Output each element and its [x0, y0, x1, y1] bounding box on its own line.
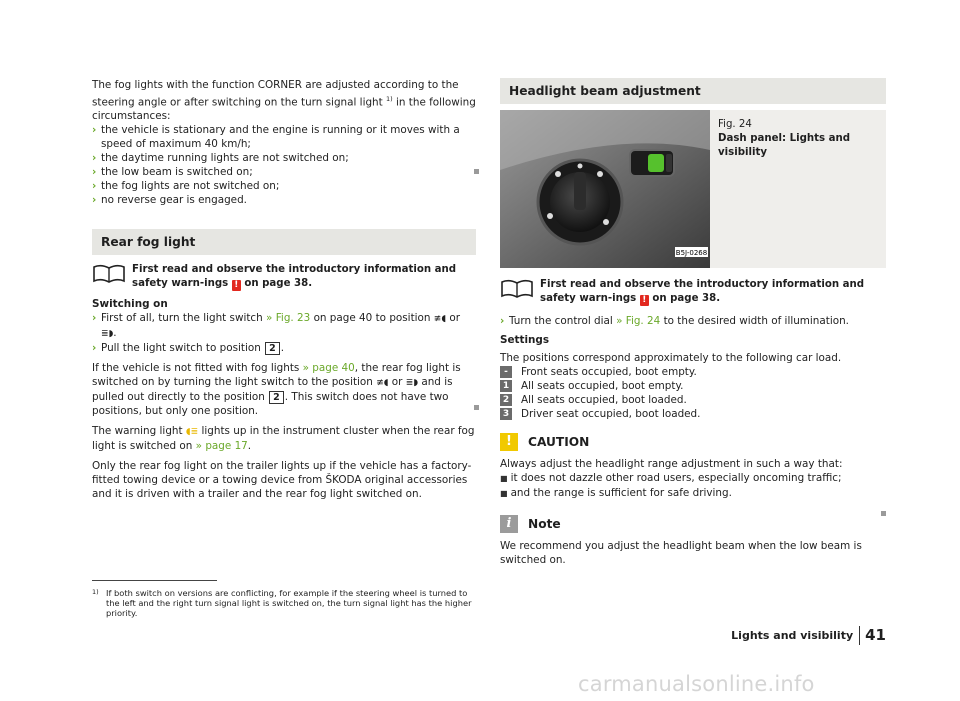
- section-end-marker: [881, 511, 886, 516]
- page-number: 41: [859, 626, 886, 645]
- list-item: 1 All seats occupied, boot empty.: [500, 379, 886, 393]
- list-item: › First of all, turn the light switch » Fig. 23 on page 40 to position ≢◖ or ≣◗.: [92, 312, 461, 340]
- list-item: 2 All seats occupied, boot loaded.: [500, 393, 886, 407]
- section-end-marker: [474, 169, 479, 174]
- photo-code-label: B5J-0268: [675, 249, 708, 257]
- figure-caption: Dash panel: Lights and visibility: [718, 133, 851, 158]
- note-text: We recommend you adjust the headlight beam when the low beam is switched on.: [500, 540, 862, 566]
- setting-key: 1: [500, 380, 512, 392]
- arrow-icon: ›: [92, 152, 97, 165]
- figure-24: [500, 110, 886, 268]
- switching-on-steps: [92, 311, 476, 355]
- adjustment-steps: [500, 314, 886, 328]
- settings-list: [500, 365, 886, 421]
- switching-on-heading: Switching on: [92, 298, 168, 311]
- setting-key: 2: [500, 394, 512, 406]
- list-item: - Front seats occupied, boot empty.: [500, 365, 886, 379]
- corner-intro: The fog lights with the function CORNER are adjusted according to the steering angle or after switching on the turn signal light $^{1)}$ in the following circumstances:: [92, 79, 476, 123]
- caution-intro: Always adjust the headlight range adjustment in such a way that:: [500, 458, 843, 470]
- dash-panel-photo: [500, 110, 710, 268]
- page-17-link[interactable]: » page 17: [195, 440, 248, 453]
- bullet-square-icon: ■: [500, 489, 508, 498]
- position-2-label: 2: [265, 342, 280, 355]
- fig-23-link[interactable]: » Fig. 23: [266, 312, 311, 325]
- low-beam-icon: ≣◗: [405, 378, 419, 389]
- watermark: carmanualsonline.info: [578, 672, 815, 696]
- info-icon: i: [500, 515, 518, 533]
- fog-light-front-icon: ≢◖: [433, 314, 447, 325]
- list-item: ■ and the range is sufficient for safe driving.: [500, 487, 732, 499]
- arrow-icon: ›: [92, 166, 97, 179]
- bullet-square-icon: ■: [500, 474, 508, 483]
- section-end-marker: [474, 405, 479, 410]
- book-icon: [92, 263, 126, 283]
- figure-number: Fig. 24: [718, 119, 752, 130]
- warning-icon: !: [640, 295, 649, 306]
- footnote-number: 1): [92, 588, 99, 596]
- settings-intro: The positions correspond approximately to the following car load.: [500, 352, 842, 364]
- position-2-label: 2: [269, 391, 284, 404]
- warning-icon: !: [232, 280, 241, 291]
- list-item: › the daytime running lights are not switched on;: [92, 152, 349, 165]
- note-title: Note: [528, 517, 561, 531]
- fog-light-front-icon: ≢◖: [376, 378, 389, 389]
- page-40-link[interactable]: » page 40: [302, 362, 355, 375]
- page-footer: [731, 626, 886, 645]
- arrow-icon: ›: [92, 342, 97, 355]
- safety-note: First read and observe the introductory information and safety warn-ings ! on page 38.: [500, 278, 886, 306]
- safety-note: First read and observe the introductory information and safety warn-ings ! on page 38.: [92, 263, 476, 291]
- settings-heading: Settings: [500, 334, 550, 346]
- footnote: [92, 580, 477, 618]
- left-column: [92, 78, 476, 507]
- list-item: › no reverse gear is engaged.: [92, 194, 247, 207]
- list-item: › the vehicle is stationary and the engine is running or it moves with a speed of maximum 40 km/h;: [92, 124, 460, 151]
- corner-conditions-list: [92, 123, 476, 207]
- arrow-icon: ›: [92, 124, 97, 137]
- arrow-icon: ›: [500, 315, 505, 327]
- list-item: › Turn the control dial » Fig. 24 to the desired width of illumination.: [500, 315, 849, 327]
- list-item: ■ it does not dazzle other road users, especially oncoming traffic;: [500, 472, 842, 484]
- arrow-icon: ›: [92, 180, 97, 193]
- fig-24-link[interactable]: » Fig. 24: [616, 315, 661, 327]
- list-item: › the low beam is switched on;: [92, 166, 253, 179]
- setting-key: 3: [500, 408, 512, 420]
- caution-title: CAUTION: [528, 435, 590, 449]
- caution-list: [500, 471, 886, 501]
- trailer-paragraph: Only the rear fog light on the trailer lights up if the vehicle has a factory-fitted towing device or a towing device from ŠKODA original accessories and it is driven with a trailer and the rear fog light switched on.: [92, 460, 472, 501]
- list-item: › the fog lights are not switched on;: [92, 180, 280, 193]
- section-title-rear-fog-light: Rear fog light: [92, 229, 476, 255]
- arrow-icon: ›: [92, 312, 97, 325]
- footnote-divider: [92, 580, 217, 581]
- caution-header: [500, 433, 886, 451]
- section-title-headlight-beam: Headlight beam adjustment: [500, 78, 886, 104]
- caution-icon: !: [500, 433, 518, 451]
- chapter-title: Lights and visibility: [731, 629, 854, 642]
- warning-light-paragraph: The warning light ◖≣ lights up in the instrument cluster when the rear fog light is switched on » page 17.: [92, 425, 475, 453]
- rear-fog-light-icon: ◖≣: [185, 427, 199, 438]
- note-header: [500, 515, 886, 533]
- right-column: [500, 78, 886, 573]
- list-item: › Pull the light switch to position 2 .: [92, 342, 285, 355]
- low-beam-icon: ≣◗: [101, 329, 114, 340]
- book-icon: [500, 278, 534, 298]
- setting-key: -: [500, 366, 512, 378]
- arrow-icon: ›: [92, 194, 97, 207]
- no-fog-light-paragraph: If the vehicle is not fitted with fog lights » page 40, the rear fog light is switched on by turning the light switch to the position ≢◖ or ≣◗ and is pulled out directly to the position 2 . This switch does not have two positions, but only one position.: [92, 362, 461, 418]
- footnote-text: If both switch on versions are conflicting, for example if the steering wheel is turned to the left and the right turn signal light is switched on, the turn signal light has the higher priority.: [106, 588, 472, 618]
- list-item: 3 Driver seat occupied, boot loaded.: [500, 407, 886, 421]
